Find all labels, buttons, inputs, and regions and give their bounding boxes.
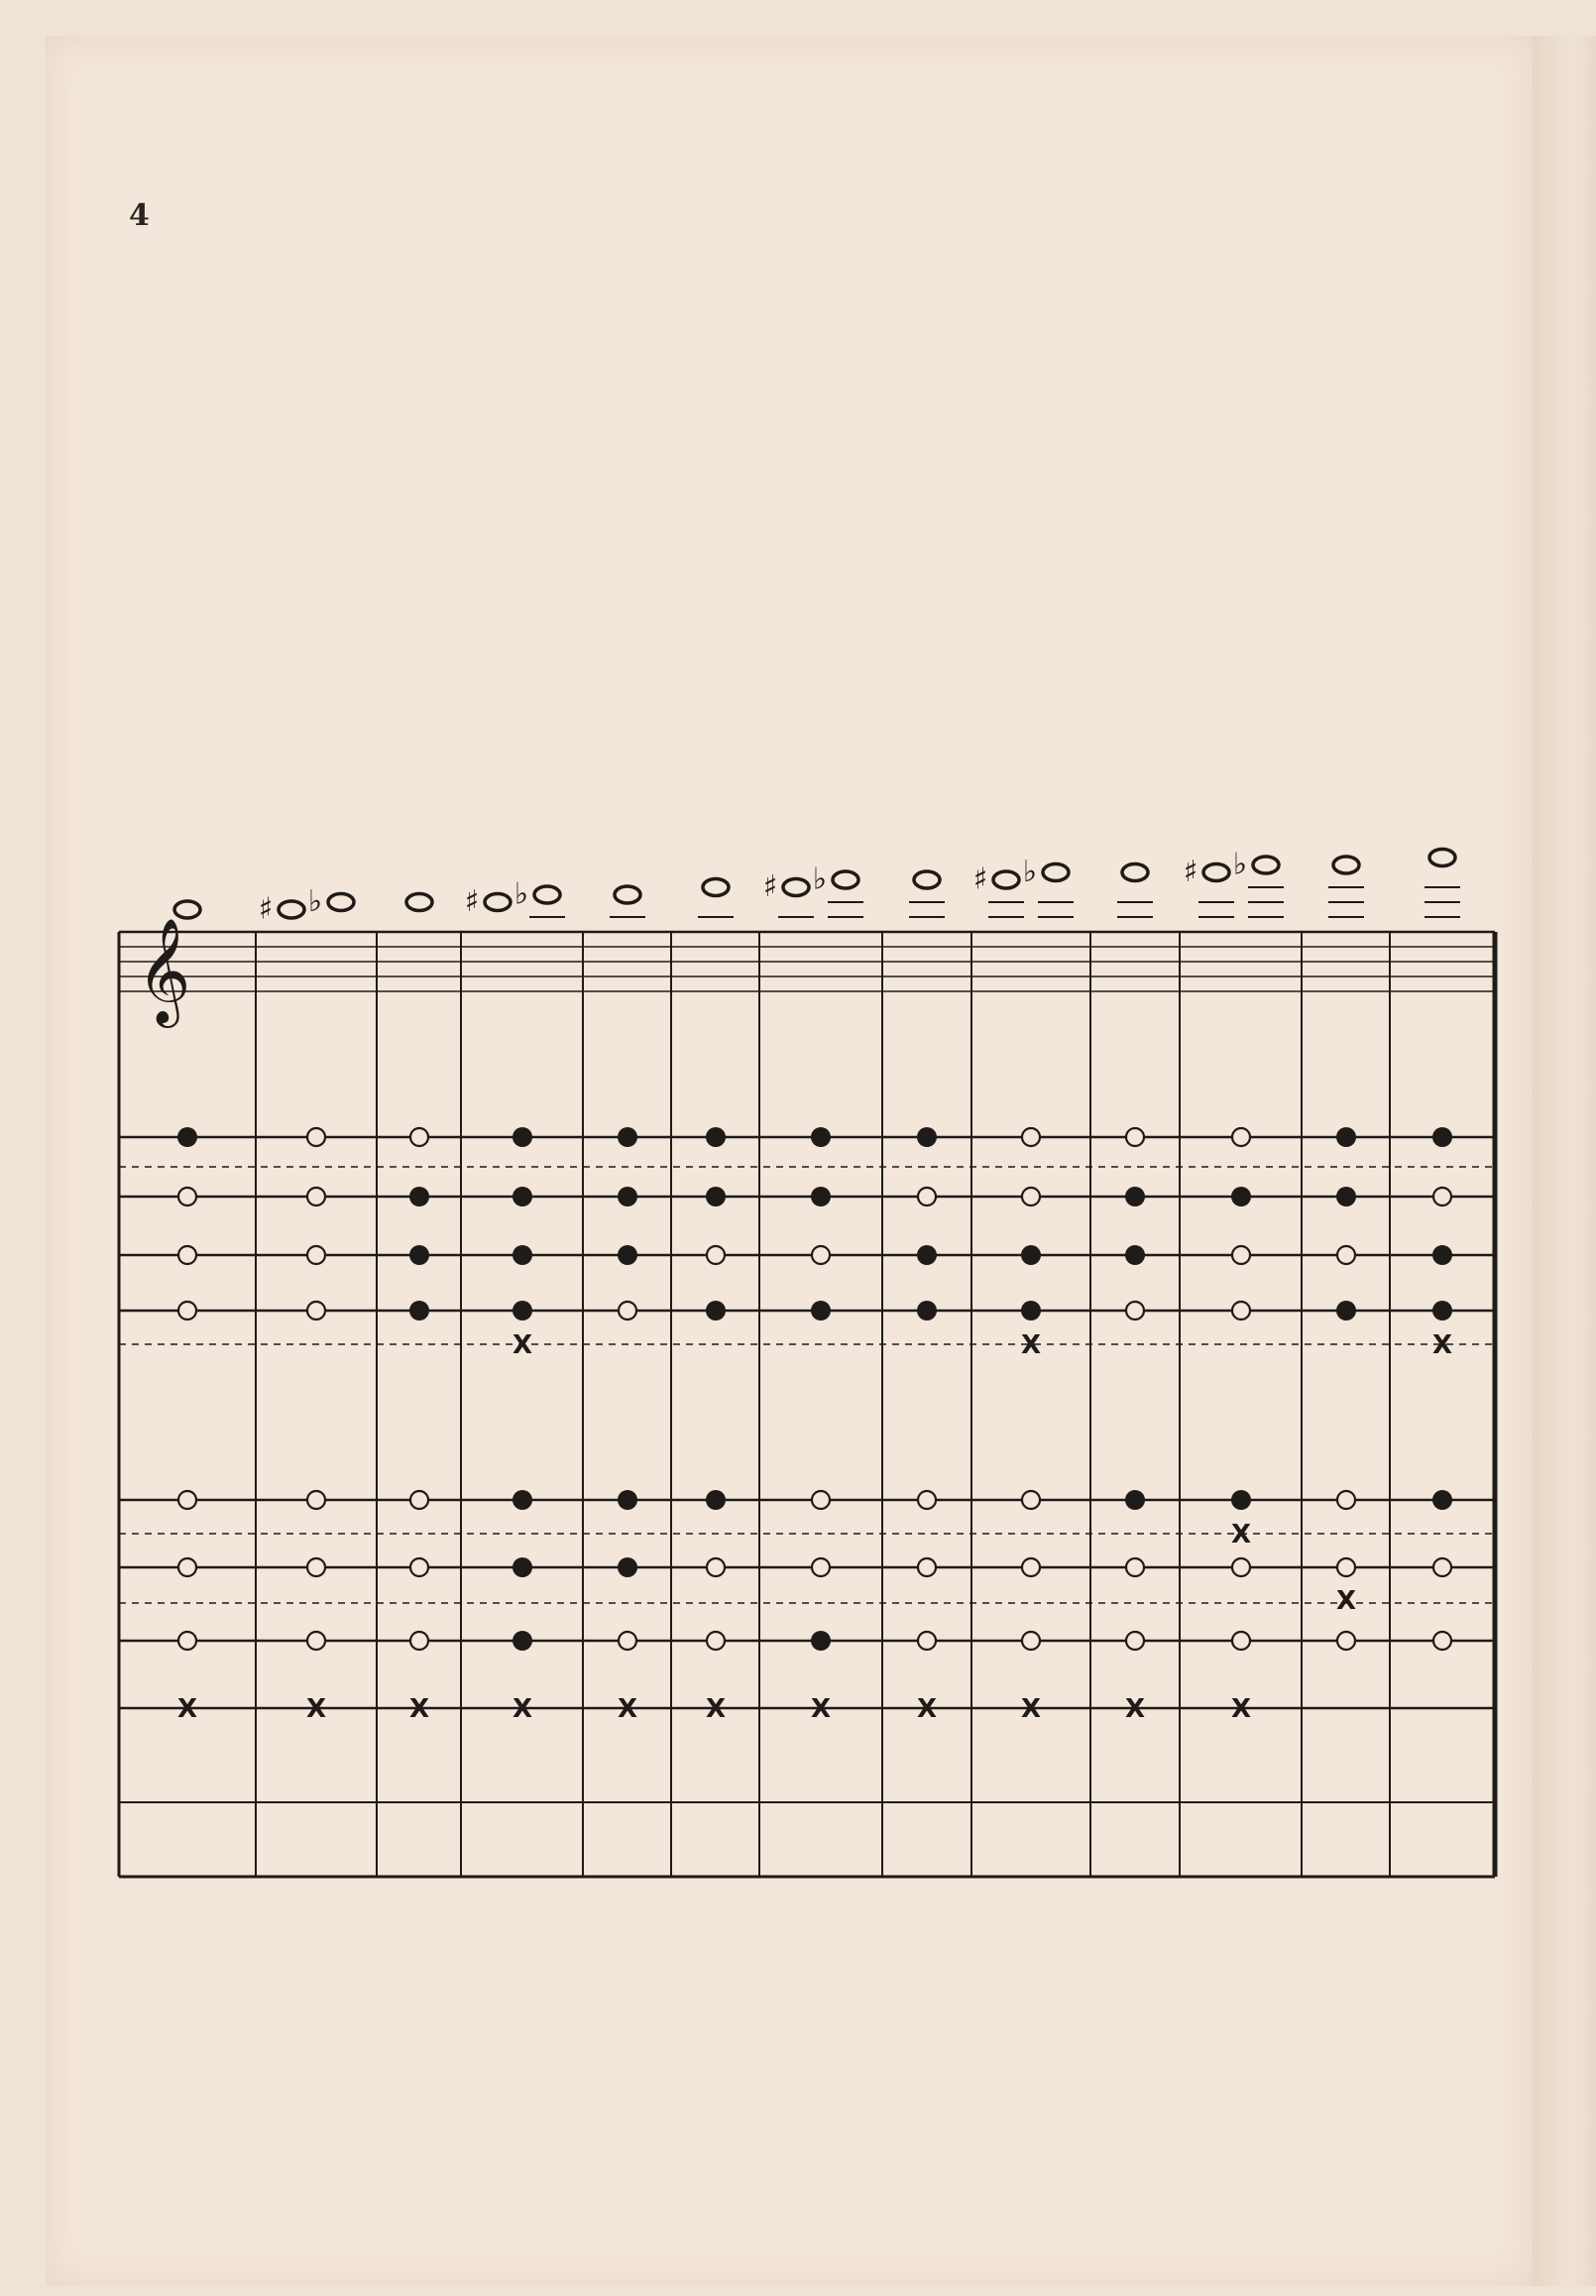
open-hole-icon <box>1232 1558 1250 1576</box>
open-hole-icon <box>918 1558 936 1576</box>
note-head-icon <box>406 894 432 911</box>
closed-hole-icon <box>1231 1187 1251 1206</box>
open-hole-icon <box>178 1188 196 1205</box>
key-cross-icon: X <box>1020 1694 1042 1724</box>
note-head-icon <box>1122 864 1148 881</box>
closed-hole-icon <box>513 1245 532 1265</box>
note-head-icon <box>534 886 560 903</box>
note-head-icon <box>1043 864 1069 881</box>
closed-hole-icon <box>618 1557 637 1577</box>
key-cross-icon: X <box>1020 1330 1042 1360</box>
flat-icon: ♭ <box>307 884 323 919</box>
open-hole-icon <box>619 1632 636 1650</box>
open-hole-icon <box>307 1128 325 1146</box>
note-head-icon <box>914 871 940 888</box>
key-cross-icon: X <box>617 1694 638 1724</box>
key-cross-icon: X <box>512 1694 533 1724</box>
closed-hole-icon <box>1432 1245 1452 1265</box>
note-head-icon <box>485 894 511 911</box>
open-hole-icon <box>178 1632 196 1650</box>
open-hole-icon <box>1433 1558 1451 1576</box>
sharp-icon: ♯ <box>972 861 988 897</box>
closed-hole-icon <box>917 1245 937 1265</box>
open-hole-icon <box>812 1558 830 1576</box>
open-hole-icon <box>1022 1188 1040 1205</box>
sharp-icon: ♯ <box>1183 855 1198 889</box>
closed-hole-icon <box>1231 1490 1251 1510</box>
open-hole-icon <box>1337 1246 1355 1264</box>
flat-icon: ♭ <box>1022 855 1038 889</box>
open-hole-icon <box>307 1491 325 1509</box>
sharp-icon: ♯ <box>258 891 274 927</box>
key-cross-icon: X <box>1230 1694 1252 1724</box>
note-head-icon <box>615 886 640 903</box>
closed-hole-icon <box>811 1301 831 1320</box>
open-hole-icon <box>707 1558 725 1576</box>
closed-hole-icon <box>513 1490 532 1510</box>
page-number: 4 <box>129 198 150 233</box>
open-hole-icon <box>1337 1558 1355 1576</box>
open-hole-icon <box>918 1188 936 1205</box>
note-head-icon <box>783 879 809 896</box>
open-hole-icon <box>178 1491 196 1509</box>
note-head-icon <box>1333 857 1359 873</box>
note-head-icon <box>1429 850 1455 866</box>
closed-hole-icon <box>1432 1301 1452 1320</box>
closed-hole-icon <box>811 1127 831 1147</box>
key-cross-icon: X <box>1124 1694 1146 1724</box>
closed-hole-icon <box>706 1187 726 1206</box>
closed-hole-icon <box>1021 1301 1041 1320</box>
note-head-icon <box>1253 857 1279 873</box>
open-hole-icon <box>1433 1632 1451 1650</box>
open-hole-icon <box>918 1491 936 1509</box>
open-hole-icon <box>1126 1632 1144 1650</box>
open-hole-icon <box>1232 1246 1250 1264</box>
key-cross-icon: X <box>1230 1520 1252 1550</box>
open-hole-icon <box>1022 1491 1040 1509</box>
open-hole-icon <box>1337 1491 1355 1509</box>
note-head-icon <box>174 901 200 918</box>
open-hole-icon <box>307 1632 325 1650</box>
closed-hole-icon <box>1336 1127 1356 1147</box>
closed-hole-icon <box>513 1301 532 1320</box>
closed-hole-icon <box>1125 1490 1145 1510</box>
closed-hole-icon <box>513 1187 532 1206</box>
closed-hole-icon <box>618 1490 637 1510</box>
flat-icon: ♭ <box>1232 847 1248 882</box>
open-hole-icon <box>1232 1302 1250 1320</box>
key-cross-icon: X <box>408 1694 430 1724</box>
closed-hole-icon <box>177 1127 197 1147</box>
open-hole-icon <box>307 1558 325 1576</box>
open-hole-icon <box>1126 1302 1144 1320</box>
note-head-icon <box>703 879 729 896</box>
closed-hole-icon <box>1125 1245 1145 1265</box>
closed-hole-icon <box>1432 1127 1452 1147</box>
open-hole-icon <box>178 1246 196 1264</box>
closed-hole-icon <box>1125 1187 1145 1206</box>
closed-hole-icon <box>409 1301 429 1320</box>
key-cross-icon: X <box>1335 1586 1357 1616</box>
open-hole-icon <box>1022 1632 1040 1650</box>
note-head-icon <box>279 901 304 918</box>
open-hole-icon <box>1232 1632 1250 1650</box>
open-hole-icon <box>178 1558 196 1576</box>
open-hole-icon <box>707 1246 725 1264</box>
closed-hole-icon <box>409 1187 429 1206</box>
closed-hole-icon <box>917 1127 937 1147</box>
flat-icon: ♭ <box>812 861 828 897</box>
note-head-icon <box>328 894 354 911</box>
closed-hole-icon <box>513 1127 532 1147</box>
closed-hole-icon <box>706 1490 726 1510</box>
open-hole-icon <box>1022 1558 1040 1576</box>
open-hole-icon <box>410 1632 428 1650</box>
closed-hole-icon <box>811 1631 831 1651</box>
closed-hole-icon <box>917 1301 937 1320</box>
open-hole-icon <box>307 1246 325 1264</box>
treble-clef-icon: 𝄞 <box>137 917 191 1023</box>
closed-hole-icon <box>1432 1490 1452 1510</box>
open-hole-icon <box>307 1302 325 1320</box>
closed-hole-icon <box>513 1557 532 1577</box>
open-hole-icon <box>619 1302 636 1320</box>
open-hole-icon <box>918 1632 936 1650</box>
sharp-icon: ♯ <box>464 884 480 919</box>
open-hole-icon <box>1433 1188 1451 1205</box>
closed-hole-icon <box>811 1187 831 1206</box>
closed-hole-icon <box>513 1631 532 1651</box>
key-cross-icon: X <box>512 1330 533 1360</box>
closed-hole-icon <box>706 1301 726 1320</box>
open-hole-icon <box>812 1491 830 1509</box>
closed-hole-icon <box>706 1127 726 1147</box>
key-cross-icon: X <box>705 1694 727 1724</box>
note-head-icon <box>993 871 1019 888</box>
closed-hole-icon <box>1336 1301 1356 1320</box>
note-head-icon <box>1203 864 1229 881</box>
open-hole-icon <box>1126 1128 1144 1146</box>
flat-icon: ♭ <box>513 876 529 912</box>
closed-hole-icon <box>1336 1187 1356 1206</box>
closed-hole-icon <box>618 1245 637 1265</box>
key-cross-icon: X <box>1431 1330 1453 1360</box>
open-hole-icon <box>307 1188 325 1205</box>
key-cross-icon: X <box>176 1694 198 1724</box>
open-hole-icon <box>1022 1128 1040 1146</box>
key-cross-icon: X <box>916 1694 938 1724</box>
closed-hole-icon <box>409 1245 429 1265</box>
key-cross-icon: X <box>810 1694 832 1724</box>
key-cross-icon: X <box>305 1694 327 1724</box>
open-hole-icon <box>707 1632 725 1650</box>
note-head-icon <box>833 871 858 888</box>
open-hole-icon <box>812 1246 830 1264</box>
open-hole-icon <box>410 1491 428 1509</box>
closed-hole-icon <box>1021 1245 1041 1265</box>
open-hole-icon <box>1337 1632 1355 1650</box>
open-hole-icon <box>1126 1558 1144 1576</box>
open-hole-icon <box>1232 1128 1250 1146</box>
open-hole-icon <box>410 1128 428 1146</box>
sharp-icon: ♯ <box>762 869 778 904</box>
open-hole-icon <box>178 1302 196 1320</box>
closed-hole-icon <box>618 1187 637 1206</box>
open-hole-icon <box>410 1558 428 1576</box>
closed-hole-icon <box>618 1127 637 1147</box>
